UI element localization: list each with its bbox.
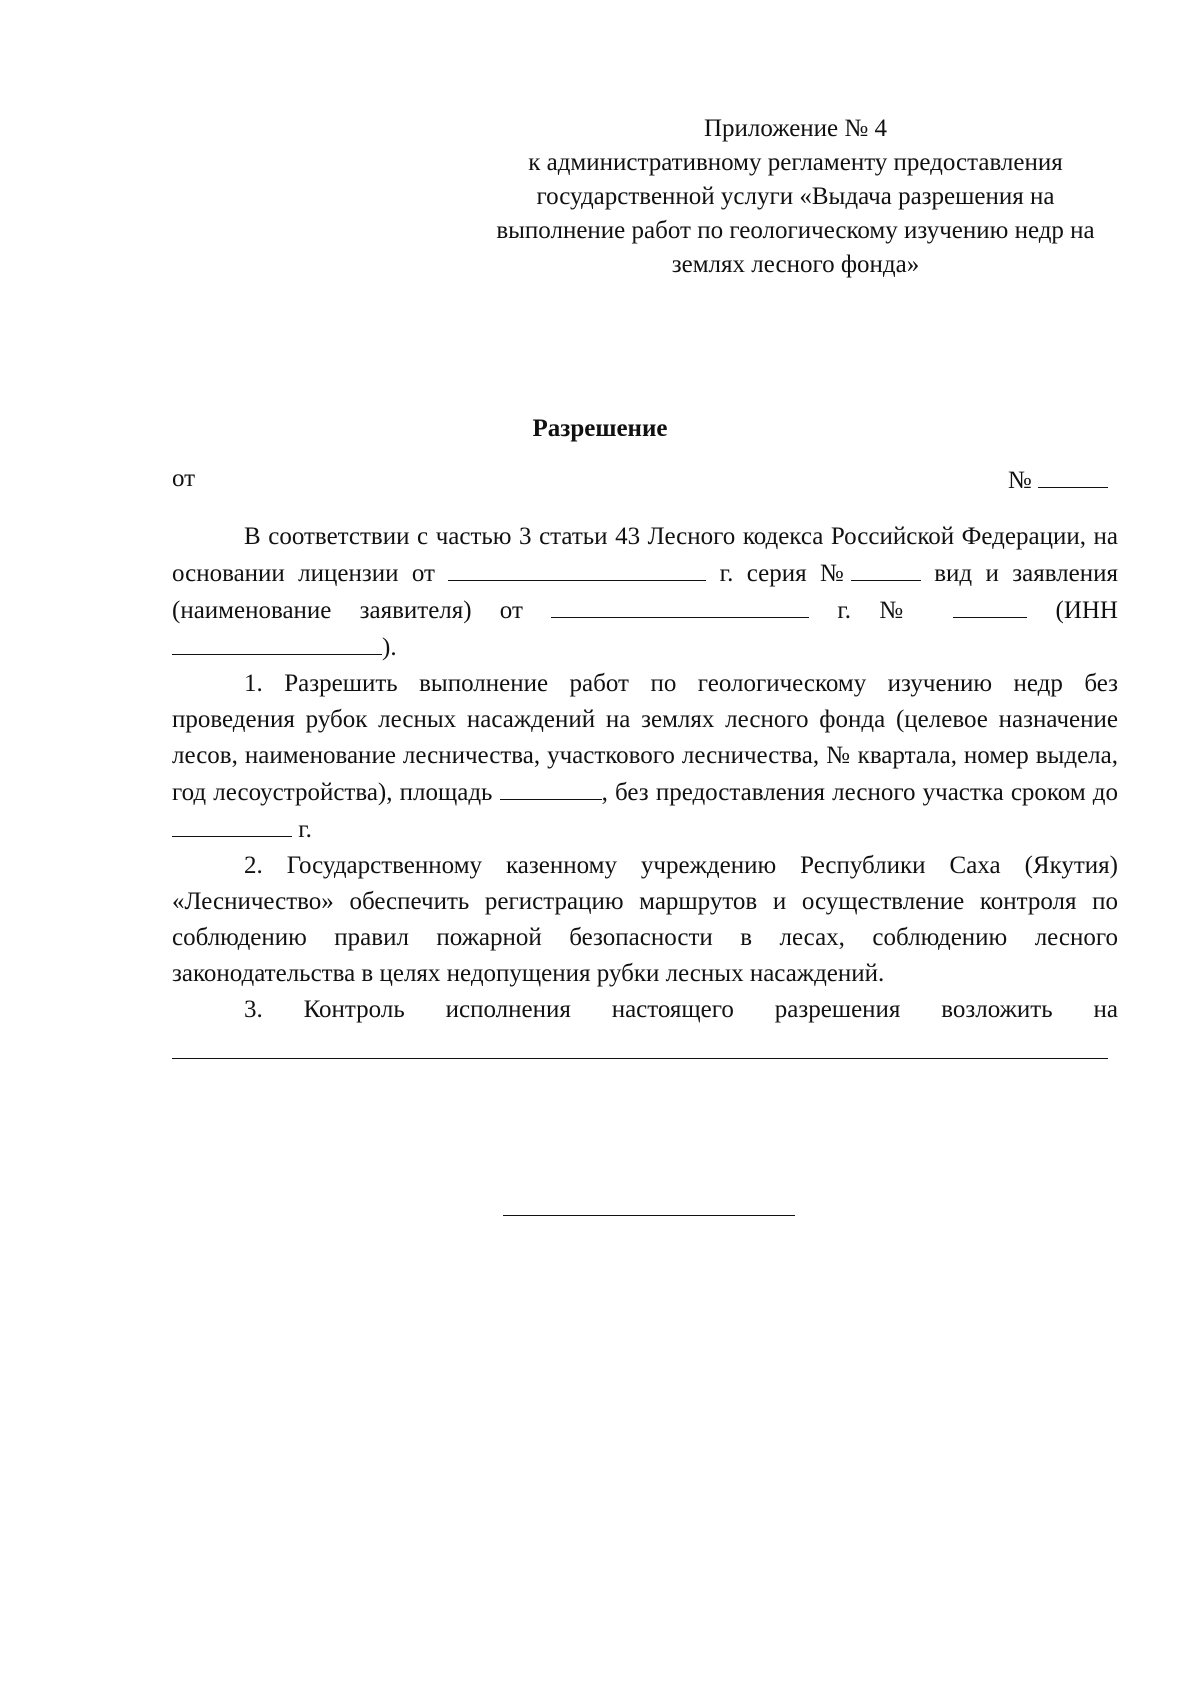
intro-text-1: В соответствии с частью 3 статьи 43 Лесного кодекса Российской Федерации, на основании лицензии от (172, 523, 1118, 587)
number-field (1008, 462, 1108, 498)
item1-text-1: 1. Разрешить выполнение работ по геологическому изучению недр без проведения рубок лесных насаждений на землях лесного фонда (целевое назначение лесов, наименование лесничества, участкового лесничества, № квартала, номер выдела, год лесоустройства), площадь (172, 670, 1118, 806)
intro-text-4: г. № (837, 597, 926, 624)
date-number-line (172, 462, 1108, 496)
intro-paragraph (172, 519, 1118, 666)
intro-text-2: г. серия № (719, 560, 851, 587)
application-number-blank (953, 592, 1027, 618)
date-label: от (172, 465, 196, 492)
intro-text-6: ). (382, 634, 397, 661)
number-label: № (1007, 467, 1032, 494)
item-3: 3. Контроль исполнения настоящего разрешения возложить на (244, 996, 1118, 1023)
inn-blank (172, 629, 382, 655)
item-1 (172, 666, 1118, 848)
responsible-person-line (172, 1058, 1108, 1059)
number-blank (1038, 462, 1108, 488)
document-body (172, 519, 1118, 1028)
area-blank (500, 774, 602, 800)
application-date-blank (551, 592, 809, 618)
signature-line (503, 1215, 795, 1216)
appendix-title: Приложение № 4 (703, 115, 888, 142)
term-blank (172, 811, 292, 837)
license-date-blank (448, 555, 706, 581)
license-series-blank (851, 555, 921, 581)
item1-text-3: г. (298, 816, 312, 843)
item-2: 2. Государственному казенному учреждению Республики Саха (Якутия) «Лесничество» обеспечить регистрацию маршрутов и осуществление контроля по соблюдению правил пожарной безопасности в лесах, соблюдению лесного законодательства в целях недопущения рубки лесных насаждений. (172, 852, 1118, 987)
intro-text-3: вид и заявления (наименование заявителя) от (172, 560, 1119, 624)
document-title: Разрешение (532, 415, 668, 442)
intro-text-5: (ИНН (1055, 597, 1118, 624)
appendix-header (478, 112, 1113, 282)
item1-text-2: , без предоставления лесного участка сроком до (601, 779, 1118, 806)
appendix-description: к административному регламенту предоставления государственной услуги «Выдача разрешения на выполнение работ по геологическому изучению недр на землях лесного фонда» (496, 149, 1095, 278)
